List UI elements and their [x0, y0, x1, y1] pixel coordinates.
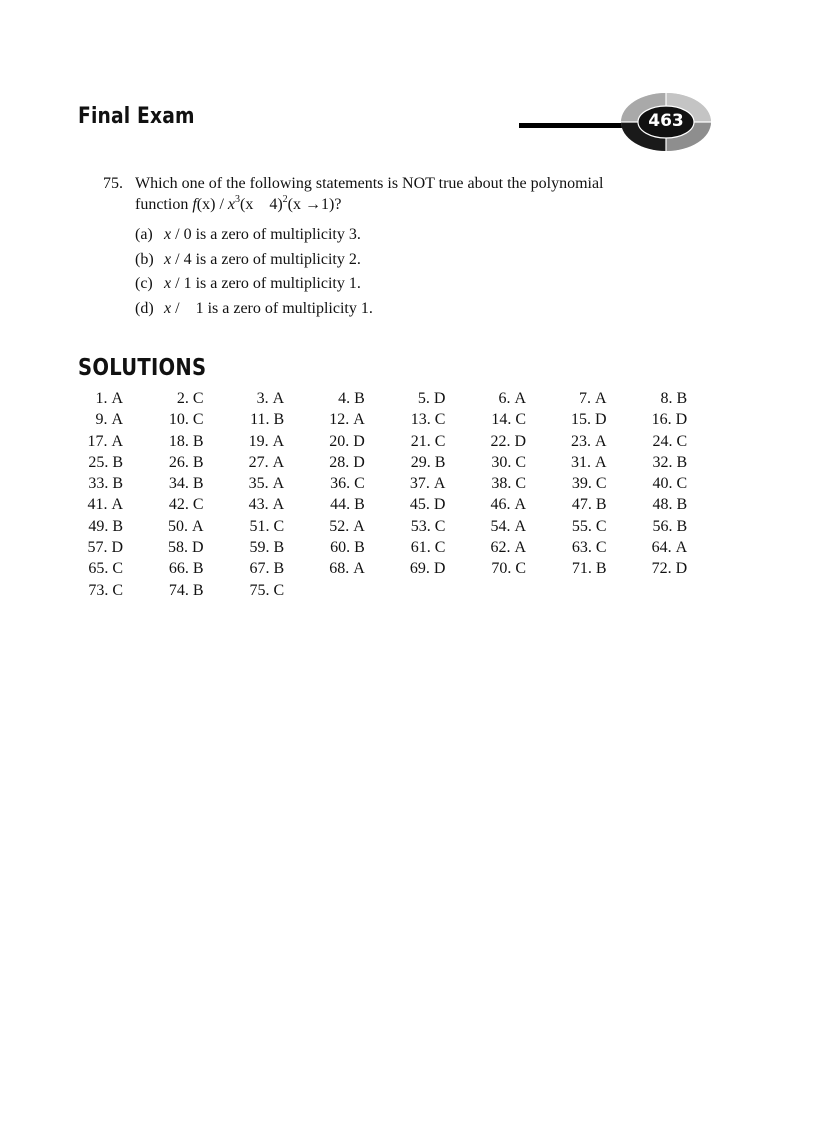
- answer-number: 46.: [490, 496, 511, 514]
- answer-number: 60.: [330, 539, 351, 557]
- answer-item: [63, 539, 123, 557]
- answer-number: 42.: [168, 496, 189, 514]
- answer-letter: A: [192, 517, 204, 535]
- answer-row: [80, 390, 700, 411]
- answer-number: 6.: [498, 390, 511, 407]
- answer-letter: A: [272, 453, 285, 471]
- answer-number: 1.: [95, 390, 108, 407]
- answer-number: 15.: [571, 411, 592, 429]
- answer-letter: B: [354, 390, 365, 407]
- answer-item: [547, 496, 607, 514]
- option-eq: /: [175, 299, 180, 317]
- answer-letter: A: [514, 496, 526, 514]
- answer-letter: A: [595, 432, 607, 450]
- answer-letter: A: [111, 390, 123, 407]
- answer-item: [466, 454, 526, 472]
- answer-letter: C: [515, 475, 526, 493]
- answer-letter: B: [676, 496, 688, 514]
- answer-item: [466, 518, 526, 536]
- answer-letter: C: [676, 432, 688, 450]
- answer-item: [466, 496, 526, 514]
- answer-letter: C: [434, 411, 446, 429]
- answer-item: [627, 390, 687, 408]
- answer-letter: D: [433, 496, 446, 514]
- answer-number: 65.: [88, 560, 109, 578]
- answer-letter: A: [111, 411, 123, 429]
- answer-item: [305, 433, 365, 451]
- answer-item: [385, 496, 445, 514]
- answer-item: [63, 411, 123, 429]
- answer-item: [547, 518, 607, 536]
- answer-number: 71.: [571, 560, 592, 578]
- answer-number: 28.: [329, 453, 350, 471]
- answer-letter: A: [111, 496, 123, 514]
- answer-number: 75.: [249, 581, 270, 599]
- answer-number: 32.: [652, 453, 673, 471]
- option-eq: /: [175, 250, 180, 268]
- answer-number: 34.: [168, 475, 189, 493]
- answer-number: 20.: [329, 432, 350, 450]
- answer-letter: A: [353, 517, 365, 535]
- answer-item: [385, 390, 445, 408]
- answer-number: 61.: [410, 539, 431, 557]
- answer-number: 51.: [249, 517, 270, 535]
- answer-letter: D: [192, 539, 204, 557]
- answer-item: [627, 454, 687, 472]
- option-b: [135, 251, 373, 276]
- page-number: 463: [648, 111, 684, 131]
- answer-item: [385, 411, 445, 429]
- answer-number: 14.: [491, 411, 512, 429]
- answer-row: [80, 454, 700, 475]
- answer-item: [305, 454, 365, 472]
- answer-number: 19.: [248, 432, 269, 450]
- answer-number: 10.: [168, 411, 189, 429]
- option-text: 1 is a zero of multiplicity 1.: [195, 299, 373, 317]
- option-eq: /: [175, 226, 180, 243]
- answer-number: 63.: [571, 539, 592, 557]
- answer-letter: A: [272, 496, 285, 514]
- answer-number: 73.: [88, 581, 109, 599]
- answer-item: [547, 475, 607, 493]
- answer-letter: A: [514, 539, 526, 557]
- answer-number: 25.: [88, 453, 109, 471]
- fn-factor2: (x →1)?: [287, 196, 342, 213]
- question-number: 75.: [103, 175, 123, 192]
- answer-letter: A: [272, 390, 285, 407]
- answer-item: [144, 496, 204, 514]
- answer-number: 7.: [579, 390, 592, 407]
- answer-number: 22.: [490, 432, 511, 450]
- solutions-heading: SOLUTIONS: [78, 355, 207, 381]
- answer-item: [466, 390, 526, 408]
- answer-item: [305, 496, 365, 514]
- answer-letter: C: [434, 517, 446, 535]
- answer-letter: B: [112, 453, 123, 471]
- answer-letter: C: [112, 560, 123, 578]
- fn-f: f: [192, 196, 197, 213]
- answer-row: [80, 560, 700, 581]
- answer-item: [144, 518, 204, 536]
- answer-number: 53.: [410, 517, 431, 535]
- option-letter: (b): [135, 250, 154, 268]
- answer-number: 66.: [168, 560, 189, 578]
- answer-number: 48.: [652, 496, 673, 514]
- answer-letter: C: [595, 539, 607, 557]
- answer-letter: C: [676, 475, 688, 493]
- answer-item: [385, 433, 445, 451]
- answer-letter: C: [112, 581, 123, 599]
- answer-letter: C: [192, 411, 204, 429]
- answer-letter: C: [354, 475, 365, 493]
- answer-item: [224, 496, 284, 514]
- answer-letter: C: [515, 453, 526, 471]
- answer-letter: B: [676, 517, 688, 535]
- fn-factor1: (x: [240, 196, 254, 213]
- fn-x: x: [227, 196, 235, 213]
- answer-letter: C: [192, 496, 204, 514]
- answer-letter: D: [433, 560, 446, 578]
- answer-row: [80, 411, 700, 432]
- answer-number: 40.: [652, 475, 673, 493]
- answer-number: 57.: [87, 539, 108, 557]
- answer-number: 21.: [410, 432, 431, 450]
- answer-item: [385, 475, 445, 493]
- fn-arg: (x): [196, 196, 216, 213]
- answer-row: [80, 475, 700, 496]
- answer-letter: B: [273, 411, 285, 429]
- answer-row: [80, 582, 700, 603]
- answer-number: 55.: [571, 517, 592, 535]
- answer-item: [63, 518, 123, 536]
- answer-number: 44.: [330, 496, 351, 514]
- answer-row: [80, 496, 700, 517]
- answer-item: [63, 433, 123, 451]
- answer-options: [135, 226, 373, 324]
- answer-number: 11.: [250, 411, 270, 429]
- answer-letter: D: [353, 453, 365, 471]
- option-text: 1 is a zero of multiplicity 1.: [183, 275, 361, 292]
- answer-item: [224, 390, 284, 408]
- answer-item: [63, 390, 123, 408]
- answer-letter: C: [434, 539, 446, 557]
- answer-number: 56.: [652, 517, 673, 535]
- answer-number: 72.: [651, 560, 672, 578]
- answer-letter: B: [192, 453, 204, 471]
- answer-item: [224, 411, 284, 429]
- answer-number: 30.: [491, 453, 512, 471]
- option-text: 0 is a zero of multiplicity 3.: [183, 226, 361, 243]
- answer-letter: D: [353, 432, 365, 450]
- answer-item: [305, 390, 365, 408]
- answer-number: 62.: [490, 539, 511, 557]
- answer-item: [63, 496, 123, 514]
- answer-item: [627, 433, 687, 451]
- answer-number: 33.: [88, 475, 109, 493]
- answer-letter: A: [675, 539, 688, 557]
- fn-prefix: function: [135, 196, 189, 213]
- answer-item: [385, 518, 445, 536]
- answer-item: [144, 411, 204, 429]
- answer-item: [224, 454, 284, 472]
- question-text: Which one of the following statements is NOT true about the polynomial: [135, 175, 604, 192]
- answer-item: [385, 454, 445, 472]
- answer-number: 45.: [409, 496, 430, 514]
- answer-item: [547, 560, 607, 578]
- answer-number: 74.: [168, 581, 189, 599]
- answer-number: 23.: [571, 432, 592, 450]
- option-c: [135, 275, 373, 300]
- answer-number: 2.: [176, 390, 189, 407]
- answer-item: [305, 411, 365, 429]
- fn-exp3: 3: [235, 194, 240, 205]
- answer-number: 47.: [571, 496, 592, 514]
- answer-number: 3.: [256, 390, 269, 407]
- answer-letter: B: [676, 453, 688, 471]
- answer-item: [547, 454, 607, 472]
- answer-item: [224, 433, 284, 451]
- option-eq: /: [175, 275, 180, 292]
- answer-item: [63, 560, 123, 578]
- answer-letter: D: [675, 560, 688, 578]
- answer-letter: B: [354, 539, 365, 557]
- answer-letter: B: [354, 496, 365, 514]
- answer-item: [224, 582, 284, 600]
- answer-letter: B: [192, 581, 204, 599]
- answer-letter: D: [675, 411, 688, 429]
- answer-item: [144, 454, 204, 472]
- answer-number: 70.: [491, 560, 512, 578]
- answer-letter: C: [192, 390, 204, 407]
- answer-item: [466, 433, 526, 451]
- answer-item: [305, 475, 365, 493]
- answer-item: [627, 475, 687, 493]
- answer-item: [144, 475, 204, 493]
- answer-number: 4.: [338, 390, 351, 407]
- answer-item: [144, 433, 204, 451]
- answer-item: [627, 411, 687, 429]
- answer-number: 39.: [571, 475, 592, 493]
- fn-factor1-rest: 4): [269, 196, 283, 213]
- option-letter: (a): [135, 226, 153, 243]
- answer-letter: C: [273, 517, 285, 535]
- answer-letter: B: [273, 560, 285, 578]
- answer-item: [466, 539, 526, 557]
- answer-item: [466, 475, 526, 493]
- answer-item: [547, 433, 607, 451]
- answer-item: [224, 518, 284, 536]
- answer-number: 5.: [417, 390, 430, 407]
- option-text: 4 is a zero of multiplicity 2.: [183, 250, 361, 268]
- answer-number: 54.: [490, 517, 511, 535]
- answer-letter: C: [434, 432, 446, 450]
- option-letter: (c): [135, 275, 153, 292]
- answer-number: 43.: [248, 496, 269, 514]
- answer-item: [466, 560, 526, 578]
- answer-number: 16.: [651, 411, 672, 429]
- answer-item: [144, 582, 204, 600]
- answer-item: [627, 496, 687, 514]
- answer-number: 8.: [660, 390, 673, 407]
- answer-letter: B: [192, 475, 204, 493]
- answer-number: 27.: [248, 453, 269, 471]
- answer-item: [144, 539, 204, 557]
- answer-number: 18.: [168, 432, 189, 450]
- question-function: [135, 195, 341, 215]
- answer-letter: C: [595, 475, 607, 493]
- answer-number: 9.: [95, 411, 108, 429]
- answer-letter: A: [272, 432, 285, 450]
- answer-item: [224, 539, 284, 557]
- answer-row: [80, 539, 700, 560]
- option-var: x: [164, 250, 172, 268]
- option-var: x: [164, 226, 172, 243]
- answer-item: [466, 411, 526, 429]
- answer-item: [385, 539, 445, 557]
- answer-number: 12.: [329, 411, 350, 429]
- answer-letter: A: [514, 390, 526, 407]
- answer-key-grid: [80, 390, 700, 603]
- answer-item: [305, 539, 365, 557]
- answer-letter: A: [272, 475, 285, 493]
- answer-letter: D: [514, 432, 526, 450]
- answer-item: [627, 560, 687, 578]
- fn-exp2: 2: [282, 194, 288, 205]
- option-letter: (d): [135, 299, 154, 317]
- answer-number: 69.: [409, 560, 430, 578]
- option-a: [135, 226, 373, 251]
- answer-item: [547, 390, 607, 408]
- answer-letter: B: [112, 517, 123, 535]
- answer-item: [627, 518, 687, 536]
- answer-number: 26.: [168, 453, 189, 471]
- answer-letter: A: [433, 475, 446, 493]
- answer-letter: C: [273, 581, 285, 599]
- answer-number: 58.: [168, 539, 189, 557]
- answer-number: 37.: [409, 475, 430, 493]
- answer-number: 52.: [329, 517, 350, 535]
- answer-item: [627, 539, 687, 557]
- answer-letter: A: [595, 390, 607, 407]
- answer-letter: B: [595, 560, 607, 578]
- answer-letter: A: [353, 411, 365, 429]
- option-var: x: [164, 275, 172, 292]
- answer-item: [305, 518, 365, 536]
- answer-number: 24.: [652, 432, 673, 450]
- answer-number: 35.: [248, 475, 269, 493]
- answer-letter: B: [676, 390, 688, 407]
- answer-number: 50.: [168, 517, 189, 535]
- answer-item: [547, 539, 607, 557]
- answer-item: [144, 560, 204, 578]
- answer-item: [63, 475, 123, 493]
- option-var: x: [164, 299, 172, 317]
- answer-item: [63, 582, 123, 600]
- answer-letter: A: [111, 432, 123, 450]
- answer-letter: D: [595, 411, 607, 429]
- option-d: [135, 300, 373, 325]
- answer-item: [224, 560, 284, 578]
- answer-number: 49.: [88, 517, 109, 535]
- answer-letter: B: [595, 496, 607, 514]
- answer-number: 68.: [329, 560, 350, 578]
- answer-letter: D: [111, 539, 123, 557]
- answer-letter: C: [515, 411, 526, 429]
- answer-letter: B: [192, 560, 204, 578]
- answer-item: [63, 454, 123, 472]
- answer-letter: A: [353, 560, 365, 578]
- answer-letter: C: [595, 517, 607, 535]
- answer-letter: B: [434, 453, 446, 471]
- answer-number: 64.: [651, 539, 672, 557]
- answer-letter: D: [433, 390, 446, 407]
- answer-number: 29.: [410, 453, 431, 471]
- answer-number: 31.: [571, 453, 592, 471]
- answer-item: [305, 560, 365, 578]
- answer-letter: B: [112, 475, 123, 493]
- answer-number: 67.: [249, 560, 270, 578]
- answer-letter: B: [273, 539, 285, 557]
- answer-number: 36.: [330, 475, 351, 493]
- answer-letter: B: [192, 432, 204, 450]
- answer-number: 38.: [491, 475, 512, 493]
- answer-item: [547, 411, 607, 429]
- fn-eq: /: [219, 196, 224, 213]
- answer-row: [80, 433, 700, 454]
- answer-number: 17.: [87, 432, 108, 450]
- answer-letter: A: [595, 453, 607, 471]
- answer-number: 13.: [410, 411, 431, 429]
- answer-letter: A: [514, 517, 526, 535]
- answer-item: [144, 390, 204, 408]
- answer-item: [224, 475, 284, 493]
- answer-item: [385, 560, 445, 578]
- answer-number: 59.: [249, 539, 270, 557]
- page-title: Final Exam: [78, 104, 195, 129]
- answer-letter: C: [515, 560, 526, 578]
- answer-number: 41.: [87, 496, 108, 514]
- answer-row: [80, 518, 700, 539]
